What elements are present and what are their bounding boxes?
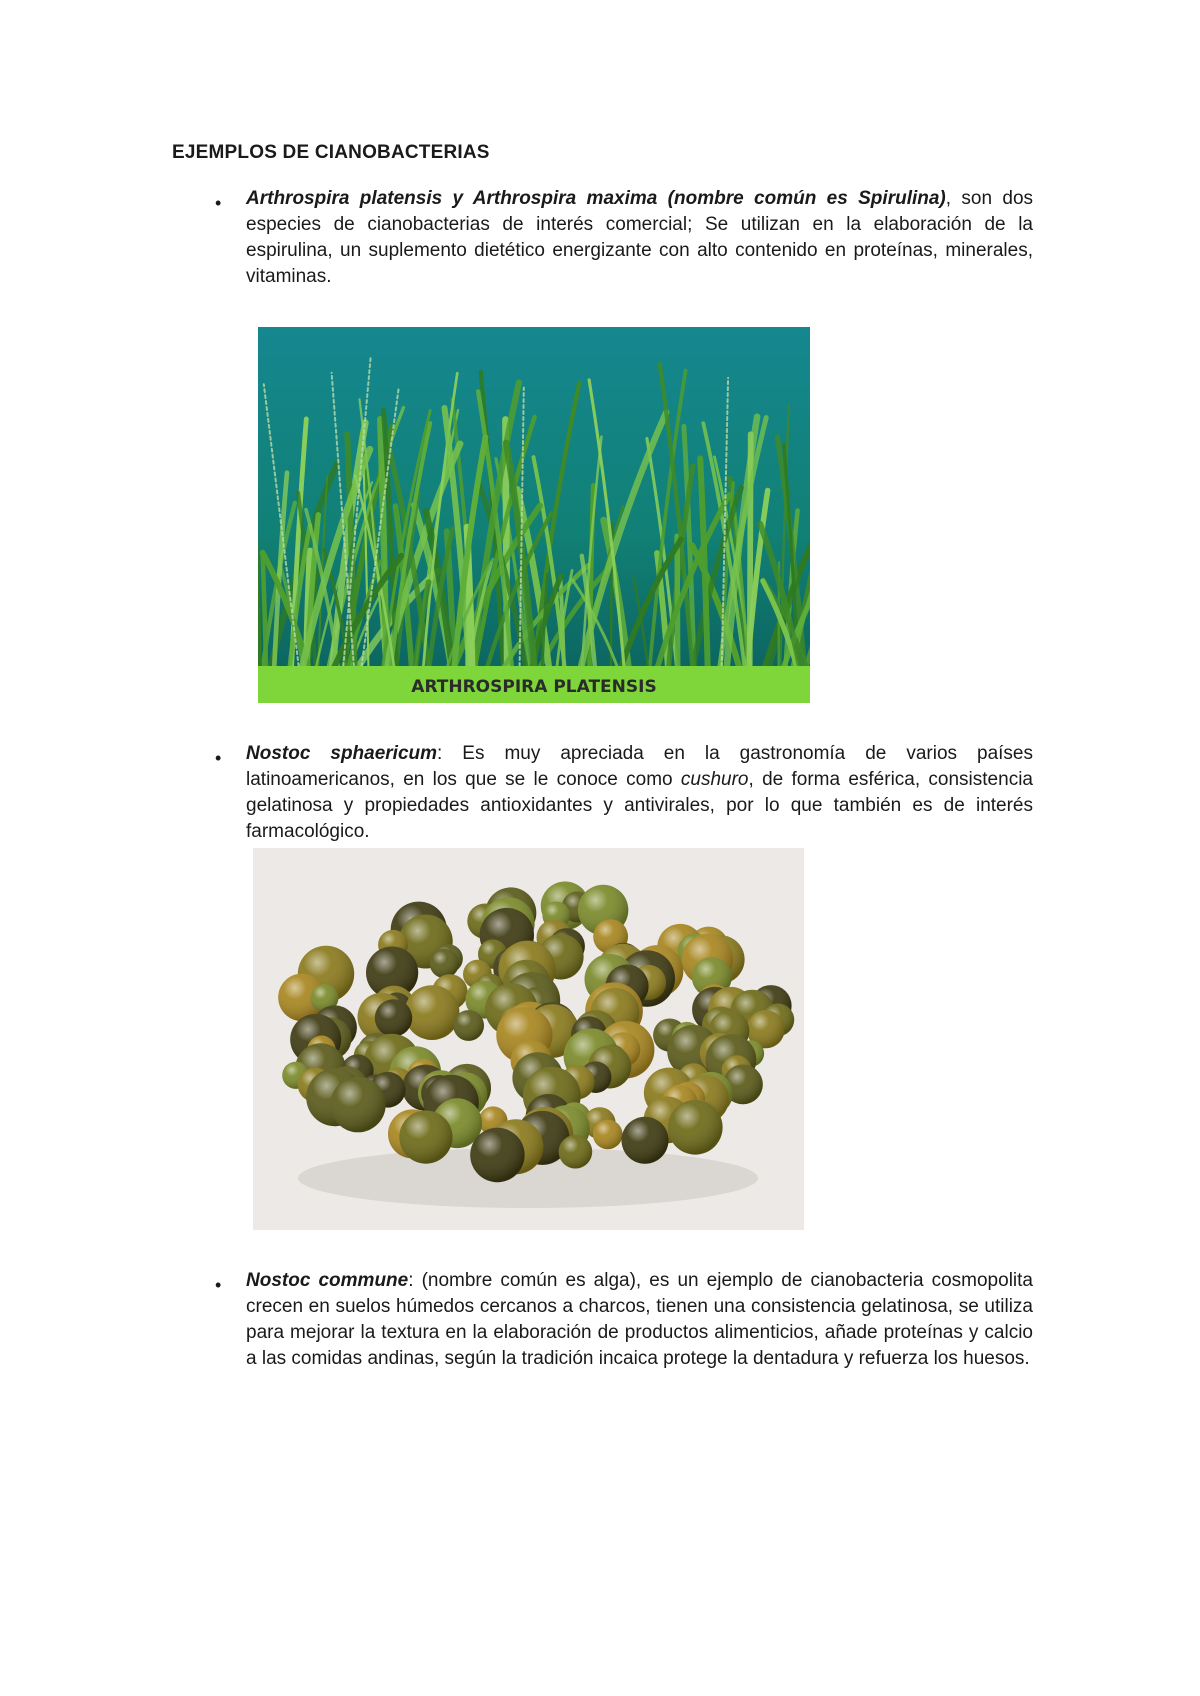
arthrospira-photo [258, 327, 810, 703]
pearl-highlight [622, 1117, 669, 1164]
species-joiner: y [442, 188, 473, 209]
pearl-highlight [453, 1010, 484, 1041]
description-text: : (nombre común es alga), es un ejemplo de cianobacteria cosmopolita crecen en suelos húmedos cercanos a charcos, tienen una consistencia gelatinosa, se utiliza para mejorar la textura en la elaboración de productos alimenticios, añade proteínas y calcio a las comidas andinas, según la tradición incaica protege la dentadura y refuerza los huesos. [246, 1270, 1033, 1369]
bullet-icon: • [215, 1275, 222, 1295]
pearl-highlight [593, 1120, 623, 1150]
species-name: Nostoc sphaericum [246, 743, 438, 764]
bullet-icon: • [215, 193, 222, 213]
list-item-nostoc-commune [215, 1268, 1033, 1372]
list-item-text [246, 1268, 1033, 1372]
species-name: Arthrospira platensis [246, 188, 443, 209]
list-item-text [246, 186, 1033, 290]
page-title: EJEMPLOS DE CIANOBACTERIAS [172, 142, 490, 163]
list-item-nostoc-sphaericum [215, 741, 1033, 845]
species-name: Nostoc commune [246, 1270, 409, 1291]
pearl-highlight [559, 1135, 593, 1169]
seagrass-illustration [258, 327, 810, 703]
pearl-highlight [470, 1128, 524, 1182]
pearl-highlight [405, 985, 460, 1040]
pearl-highlight [375, 999, 412, 1036]
list-item-text [246, 741, 1033, 845]
italic-term: cushuro [680, 769, 749, 790]
pearl-highlight [330, 1077, 385, 1132]
bullet-icon: • [215, 748, 222, 768]
pearl-highlight [668, 1100, 723, 1155]
pearl-highlight [430, 949, 459, 978]
pearl-highlight [399, 1111, 452, 1164]
grass-blade [750, 434, 751, 672]
list-item-arthrospira [215, 186, 1033, 290]
description-text: , son dos especies de cianobacterias de interés comercial; Se utilizan en la elaboración de la espirulina, un suplemento dietético energizante con alto contenido en proteínas, minerales, vitaminas. [246, 188, 1034, 287]
image-caption: ARTHROSPIRA PLATENSIS [411, 677, 657, 697]
species-name: Arthrospira maxima (nombre común es Spirulina) [472, 188, 946, 209]
pearls-illustration [253, 848, 804, 1230]
description-text: , de forma esférica, consistencia gelatinosa y propiedades antioxidantes y antivirales, por lo que también es de interés farmacológico. [246, 769, 1033, 842]
description-text: : Es muy apreciada en la gastronomía de varios países latinoamericanos, en los que se le conoce como [246, 743, 1033, 790]
nostoc-sphaericum-photo [253, 848, 804, 1230]
